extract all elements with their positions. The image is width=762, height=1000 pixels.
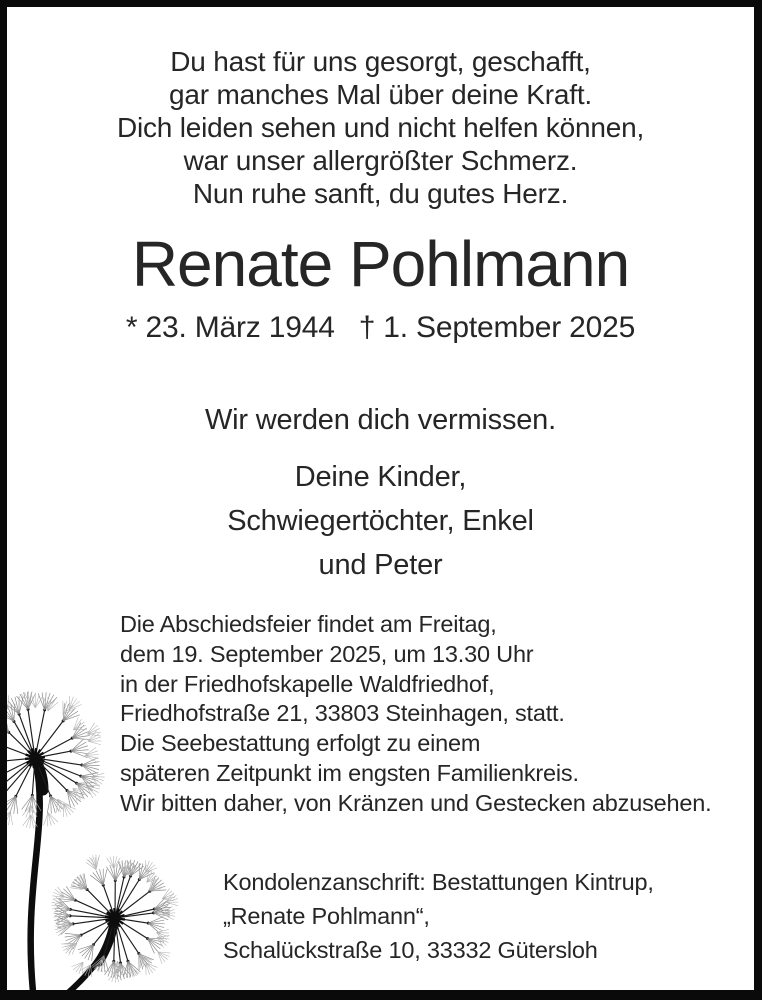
notice-sheet xyxy=(7,7,754,990)
poem-line: war unser allergrößter Schmerz. xyxy=(183,145,578,176)
service-line: Wir bitten daher, von Kränzen und Gestecken abzusehen. xyxy=(120,789,712,816)
poem-line: gar manches Mal über deine Kraft. xyxy=(169,79,592,110)
birth-date: * 23. März 1944 xyxy=(125,311,335,344)
service-line: späteren Zeitpunkt im engsten Familienkreis. xyxy=(120,759,579,786)
poem-line: Nun ruhe sanft, du gutes Herz. xyxy=(192,178,569,209)
deceased-name: Renate Pohlmann xyxy=(131,228,630,300)
service-line: Die Seebestattung erfolgt zu einem xyxy=(120,730,481,757)
service-line: in der Friedhofskapelle Waldfriedhof, xyxy=(120,670,495,697)
condolence-line: Kondolenzanschrift: Bestattungen Kintrup, xyxy=(223,869,654,895)
condolence-address xyxy=(223,865,654,967)
mourner-line: Deine Kinder, xyxy=(294,461,467,493)
service-details xyxy=(120,610,711,819)
life-dates xyxy=(7,310,754,346)
service-line: Friedhofstraße 21, 33803 Steinhagen, statt. xyxy=(120,700,565,727)
notice-text xyxy=(7,7,754,990)
poem-line: Du hast für uns gesorgt, geschafft, xyxy=(170,46,591,77)
death-date: † 1. September 2025 xyxy=(358,311,636,344)
poem-verse xyxy=(7,45,754,210)
mourner-line: Schwiegertöchter, Enkel xyxy=(227,505,534,537)
condolence-line: Schalückstraße 10, 33332 Gütersloh xyxy=(223,937,598,963)
condolence-line: „Renate Pohlmann“, xyxy=(223,903,430,929)
service-line: Die Abschiedsfeier findet am Freitag, xyxy=(120,611,497,637)
poem-line: Dich leiden sehen und nicht helfen können, xyxy=(116,112,645,143)
farewell-line: Wir werden dich vermissen. xyxy=(205,404,556,436)
service-line: dem 19. September 2025, um 13.30 Uhr xyxy=(120,640,534,667)
mourners-list xyxy=(7,455,754,587)
mourner-line: und Peter xyxy=(318,549,443,581)
